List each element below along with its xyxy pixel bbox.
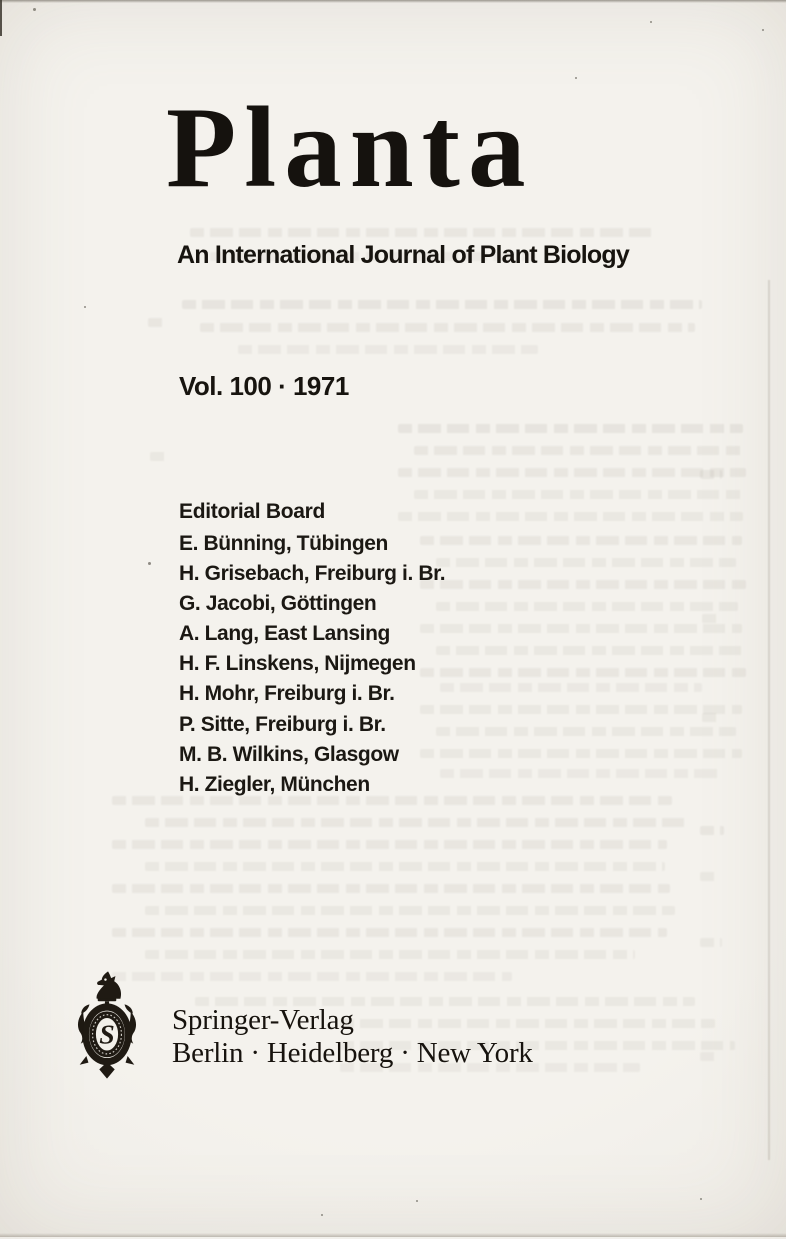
ghost-text-line (700, 470, 722, 479)
ghost-text-line (414, 490, 746, 499)
dust-speck (700, 1198, 702, 1200)
ghost-text-line (702, 614, 722, 623)
dust-speck (33, 8, 36, 11)
ghost-text-line (420, 580, 746, 589)
ghost-text-line (182, 300, 702, 309)
ghost-text-line (145, 906, 675, 915)
editor-item: G. Jacobi, Göttingen (179, 592, 377, 616)
ghost-text-line (440, 683, 702, 692)
editor-item: H. Grisebach, Freiburg i. Br. (179, 562, 446, 586)
dust-speck (575, 77, 577, 79)
ghost-text-line (112, 840, 667, 849)
ghost-text-line (700, 938, 722, 947)
publisher-imprint (74, 970, 533, 1080)
page-crease (768, 280, 770, 1160)
editorial-board-list (179, 529, 445, 800)
dust-speck (321, 1214, 323, 1216)
ghost-text-line (414, 446, 744, 455)
ghost-text-line (700, 872, 720, 881)
editor-item: M. B. Wilkins, Glasgow (179, 742, 399, 766)
editorial-board-heading: Editorial Board (179, 500, 326, 523)
ghost-text-line (112, 884, 670, 893)
ghost-text-line (200, 323, 695, 332)
ghost-text-line (398, 468, 746, 477)
ghost-text-line (150, 452, 168, 461)
ghost-text-line (398, 512, 743, 521)
editor-item: E. Bünning, Tübingen (179, 532, 388, 555)
ghost-text-line (398, 424, 743, 433)
dust-speck (148, 562, 151, 565)
ghost-text-line (440, 769, 720, 778)
ghost-text-line (436, 602, 738, 611)
ghost-text-line (702, 713, 722, 722)
ghost-text-line (148, 318, 164, 327)
springer-knight-emblem-icon (74, 970, 140, 1080)
dust-speck (650, 21, 652, 23)
dust-speck (416, 1200, 418, 1202)
ghost-text-line (436, 646, 742, 655)
ghost-text-line (238, 345, 538, 354)
ghost-text-line (420, 536, 742, 545)
scan-edge-top (0, 0, 786, 3)
ghost-text-line (436, 558, 736, 567)
editor-item: P. Sitte, Freiburg i. Br. (179, 712, 386, 736)
ghost-text-line (112, 928, 667, 937)
scan-corner-artifact (0, 0, 2, 36)
ghost-text-line (700, 826, 724, 835)
ghost-text-line (145, 862, 665, 871)
publisher-name: Springer-Verlag (172, 1004, 354, 1036)
ghost-text-line (700, 1052, 720, 1061)
ghost-text-line (190, 228, 655, 237)
ghost-text-line (436, 727, 736, 736)
editor-item: H. Ziegler, München (179, 772, 370, 796)
ghost-text-line (420, 624, 742, 633)
publisher-cities: Berlin · Heidelberg · New York (172, 1037, 533, 1069)
ghost-text-line (420, 705, 742, 714)
ghost-text-line (145, 950, 635, 959)
editor-item: A. Lang, East Lansing (179, 622, 390, 646)
journal-title: Planta (166, 84, 534, 211)
ghost-text-line (420, 668, 746, 677)
journal-subtitle: An International Journal of Plant Biology (177, 241, 629, 269)
logo-letter: S (99, 1019, 115, 1051)
ghost-text-line (145, 818, 685, 827)
dust-speck (84, 306, 86, 308)
dust-speck (762, 29, 764, 31)
editor-item: H. Mohr, Freiburg i. Br. (179, 682, 395, 706)
editor-item: H. F. Linskens, Nijmegen (179, 652, 416, 676)
volume-year: Vol. 100 · 1971 (179, 371, 349, 401)
ghost-text-line (420, 749, 742, 758)
